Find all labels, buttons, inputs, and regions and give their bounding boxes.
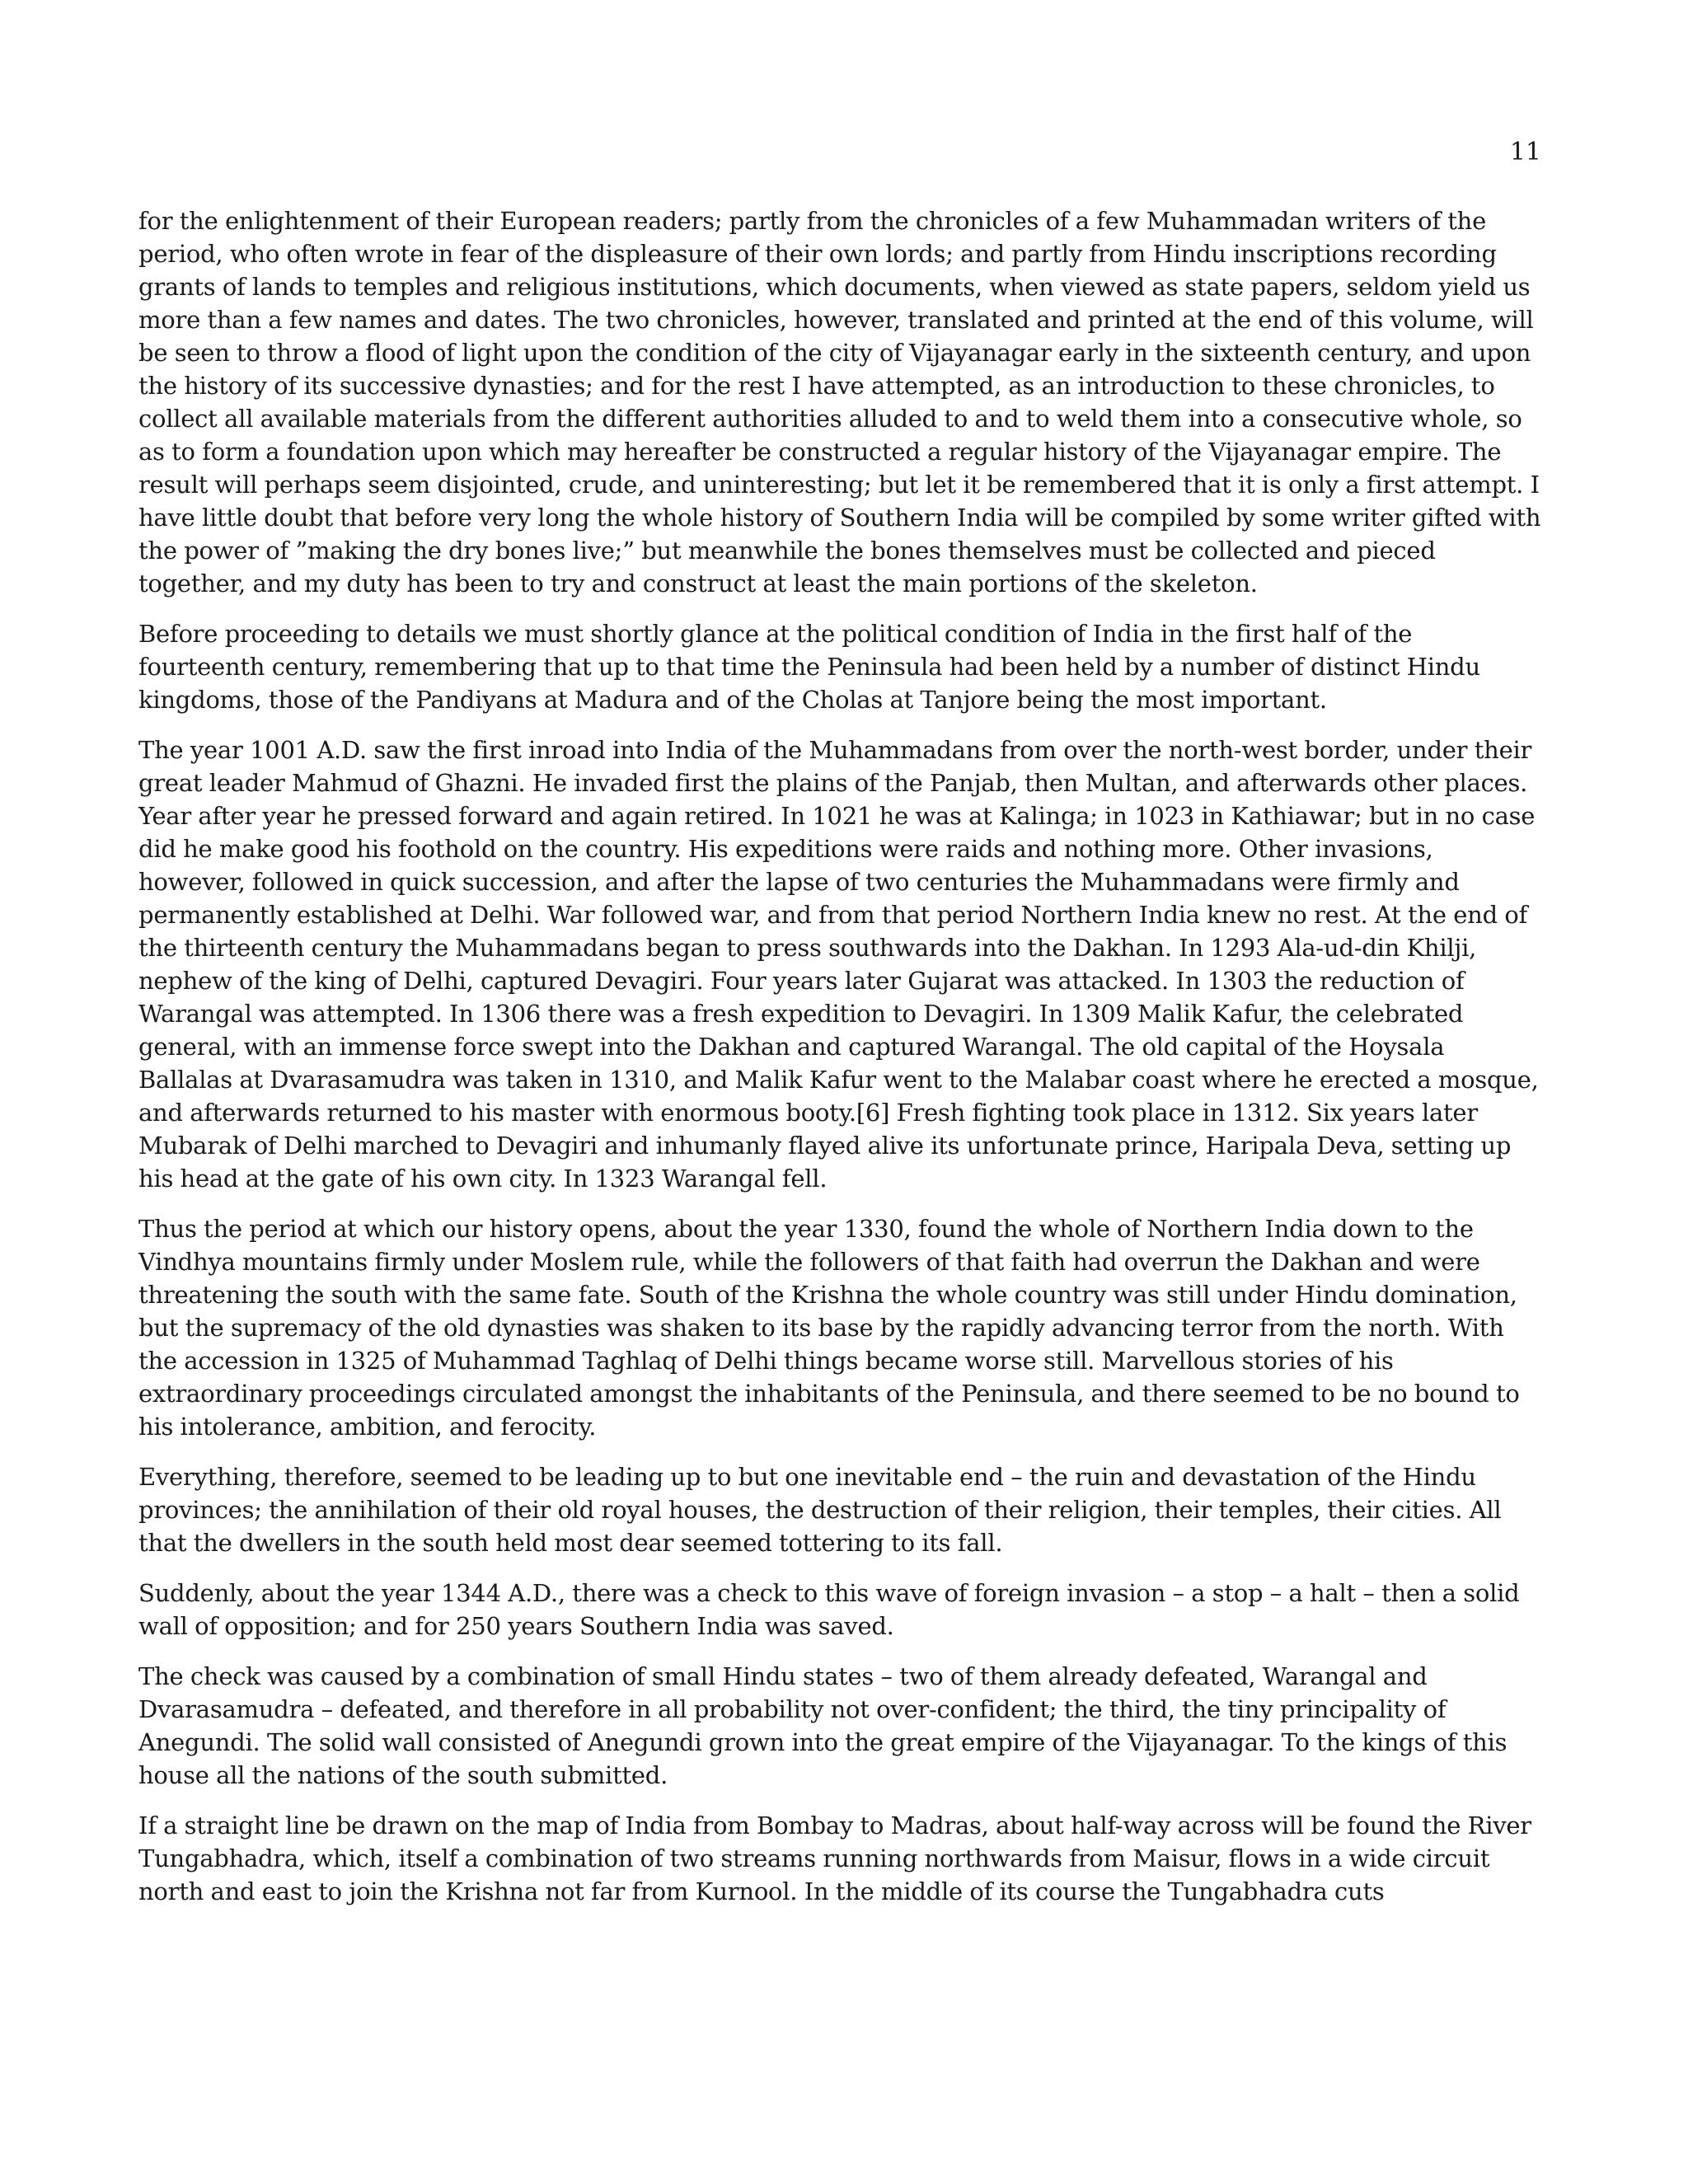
paragraph-6: Suddenly, about the year 1344 A.D., there was a check to this wave of foreign invasion – a stop – a halt – then a solid wall of opposition; and for 250 years Southern India was saved. <box>138 1579 1520 1640</box>
paragraph-5: Everything, therefore, seemed to be leading up to but one inevitable end – the ruin and devastation of the Hindu provinces; the annihilation of their old royal houses, the destruction of their religion, their temples, their cities. All that the dwellers in the south held most dear seemed tottering to its fall. <box>138 1463 1502 1557</box>
paragraph-1: for the enlightenment of their European readers; partly from the chronicles of a few Muhammadan writers of the period, who often wrote in fear of the displeasure of their own lords; and partly from Hindu inscriptions recording grants of lands to temples and religious institutions, which documents, when viewed as state papers, seldom yield us more than a few names and dates. The two chronicles, however, translated and printed at the end of this volume, will be seen to throw a flood of light upon the condition of the city of Vijayanagar early in the sixteenth century, and upon the history of its successive dynasties; and for the rest I have attempted, as an introduction to these chronicles, to collect all available materials from the different authorities alluded to and to weld them into a consecutive whole, so as to form a foundation upon which may hereafter be constructed a regular history of the Vijayanagar empire. The result will perhaps seem disjointed, crude, and uninteresting; but let it be remembered that it is only a first attempt. I have little doubt that before very long the whole history of Southern India will be compiled by some writer gifted with the power of ”making the dry bones live;” but meanwhile the bones themselves must be collected and pieced together, and my duty has been to try and construct at least the main portions of the skeleton. <box>138 207 1541 598</box>
paragraph-7: The check was caused by a combination of small Hindu states – two of them already defeated, Warangal and Dvarasamudra – defeated, and therefore in all probability not over-confident; the third, the tiny principality of Anegundi. The solid wall consisted of Anegundi grown into the great empire of the Vijayanagar. To the kings of this house all the nations of the south submitted. <box>138 1662 1507 1789</box>
page-body <box>138 204 1544 1925</box>
paragraph-2: Before proceeding to details we must shortly glance at the political condition of India in the first half of the fourteenth century, remembering that up to that time the Peninsula had been held by a number of distinct Hindu kingdoms, those of the Pandiyans at Madura and of the Cholas at Tanjore being the most important. <box>138 620 1480 714</box>
paragraph-3: The year 1001 A.D. saw the first inroad into India of the Muhammadans from over the north-west border, under their great leader Mahmud of Ghazni. He invaded first the plains of the Panjab, then Multan, and afterwards other places. Year after year he pressed forward and again retired. In 1021 he was at Kalinga; in 1023 in Kathiawar; but in no case did he make good his foothold on the country. His expeditions were raids and nothing more. Other invasions, however, followed in quick succession, and after the lapse of two centuries the Muhammadans were firmly and permanently established at Delhi. War followed war, and from that period Northern India knew no rest. At the end of the thirteenth century the Muhammadans began to press southwards into the Dakhan. In 1293 Ala-ud-din Khilji, nephew of the king of Delhi, captured Devagiri. Four years later Gujarat was attacked. In 1303 the reduction of Warangal was attempted. In 1306 there was a fresh expedition to Devagiri. In 1309 Malik Kafur, the celebrated general, with an immense force swept into the Dakhan and captured Warangal. The old capital of the Hoysala Ballalas at Dvarasamudra was taken in 1310, and Malik Kafur went to the Malabar coast where he erected a mosque, and afterwards returned to his master with enormous booty.[6] Fresh fighting took place in 1312. Six years later Mubarak of Delhi marched to Devagiri and inhumanly flayed alive its unfortunate prince, Haripala Deva, setting up his head at the gate of his own city. In 1323 Warangal fell. <box>138 736 1539 1193</box>
page-number: 11 <box>1509 138 1541 166</box>
paragraph-8: If a straight line be drawn on the map of India from Bombay to Madras, about half-way across will be found the River Tungabhadra, which, itself a combination of two streams running northwards from Maisur, flows in a wide circuit north and east to join the Krishna not far from Kurnool. In the middle of its course the Tungabhadra cuts <box>138 1811 1531 1905</box>
paragraph-4: Thus the period at which our history opens, about the year 1330, found the whole of Northern India down to the Vindhya mountains firmly under Moslem rule, while the followers of that faith had overrun the Dakhan and were threatening the south with the same fate. South of the Krishna the whole country was still under Hindu domination, but the supremacy of the old dynasties was shaken to its base by the rapidly advancing terror from the north. With the accession in 1325 of Muhammad Taghlaq of Delhi things became worse still. Marvellous stories of his extraordinary proceedings circulated amongst the inhabitants of the Peninsula, and there seemed to be no bound to his intolerance, ambition, and ferocity. <box>138 1215 1520 1441</box>
